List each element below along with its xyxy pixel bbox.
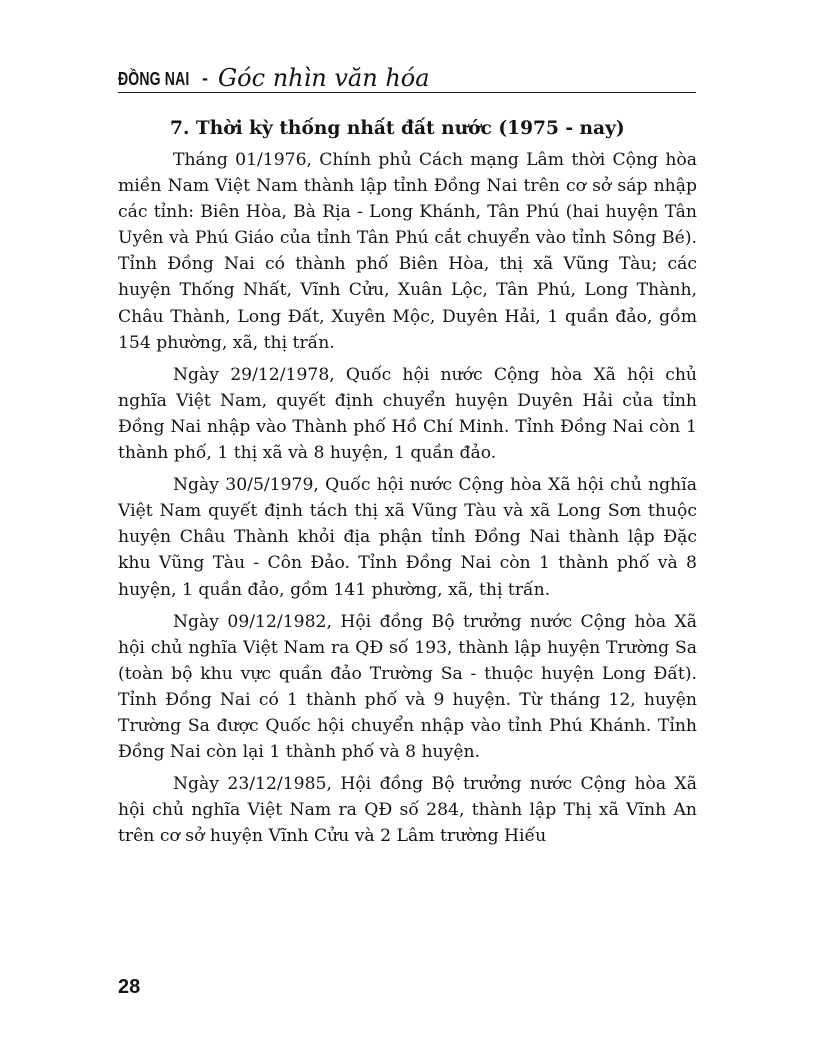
header-subtitle: Góc nhìn văn hóa — [218, 64, 430, 92]
paragraph-3: Ngày 30/5/1979, Quốc hội nước Cộng hòa Xã hội chủ nghĩa Việt Nam quyết định tách thị xã Vũng Tàu và xã Long Sơn thuộc huyện Châu Thành khỏi địa phận tỉnh Đồng Nai thành lập Đặc khu Vũng Tàu - Côn Đảo. Tỉnh Đồng Nai còn 1 thành phố và 8 huyện, 1 quần đảo, gồm 141 phường, xã, thị trấn. — [118, 475, 697, 600]
header-separator: - — [202, 68, 208, 88]
page-body — [118, 114, 697, 855]
section-title: 7. Thời kỳ thống nhất đất nước (1975 - nay) — [170, 118, 625, 139]
running-header — [118, 58, 696, 93]
paragraph-2: Ngày 29/12/1978, Quốc hội nước Cộng hòa Xã hội chủ nghĩa Việt Nam, quyết định chuyển huyện Duyên Hải của tỉnh Đồng Nai nhập vào Thành phố Hồ Chí Minh. Tỉnh Đồng Nai còn 1 thành phố, 1 thị xã và 8 huyện, 1 quần đảo. — [118, 364, 697, 464]
paragraph-1: Tháng 01/1976, Chính phủ Cách mạng Lâm thời Cộng hòa miền Nam Việt Nam thành lập tỉnh Đồng Nai trên cơ sở sáp nhập các tỉnh: Biên Hòa, Bà Rịa - Long Khánh, Tân Phú (hai huyện Tân Uyên và Phú Giáo của tỉnh Tân Phú cắt chuyển vào tỉnh Sông Bé). Tỉnh Đồng Nai có thành phố Biên Hòa, thị xã Vũng Tàu; các huyện Thống Nhất, Vĩnh Cửu, Xuân Lộc, Tân Phú, Long Thành, Châu Thành, Long Đất, Xuyên Mộc, Duyên Hải, 1 quần đảo, gồm 154 phường, xã, thị trấn. — [118, 150, 697, 353]
header-book-title: ĐỒNG NAI — [118, 69, 190, 89]
paragraph-4: Ngày 09/12/1982, Hội đồng Bộ trưởng nước Cộng hòa Xã hội chủ nghĩa Việt Nam ra QĐ số 193, thành lập huyện Trường Sa (toàn bộ khu vực quần đảo Trường Sa - thuộc huyện Long Đất). Tỉnh Đồng Nai có 1 thành phố và 9 huyện. Từ tháng 12, huyện Trường Sa được Quốc hội chuyển nhập vào tỉnh Phú Khánh. Tỉnh Đồng Nai còn lại 1 thành phố và 8 huyện. — [118, 611, 697, 763]
page-number: 28 — [118, 976, 141, 998]
paragraph-5: Ngày 23/12/1985, Hội đồng Bộ trưởng nước Cộng hòa Xã hội chủ nghĩa Việt Nam ra QĐ số 284, thành lập Thị xã Vĩnh An trên cơ sở huyện Vĩnh Cửu và 2 Lâm trường Hiếu — [118, 774, 697, 847]
